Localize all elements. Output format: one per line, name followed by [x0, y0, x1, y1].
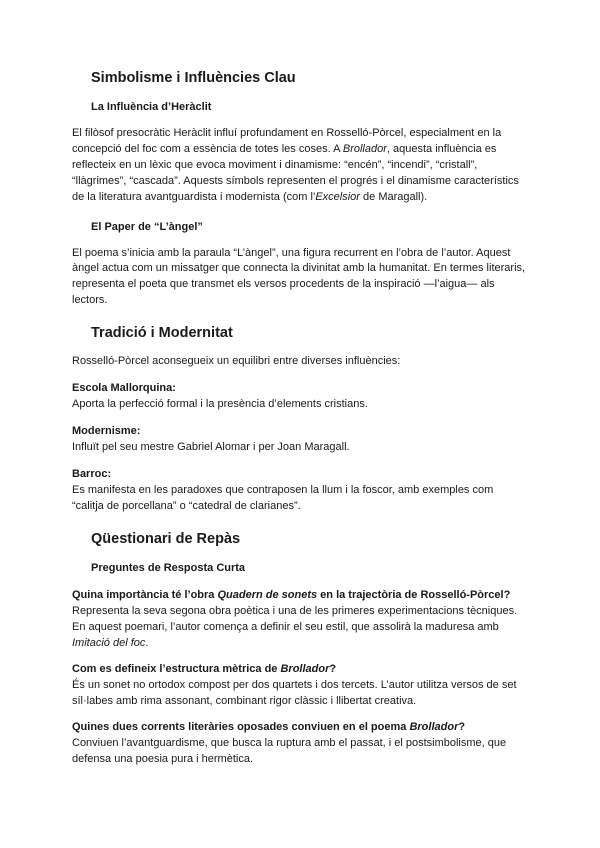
paragraph-text: de Maragall). [359, 190, 428, 203]
paragraph-angel: El poema s’inicia amb la paraula “L’àngel”, una figura recurrent en l’obra de l’autor. Aquest àngel actua com un missatger que connecta la divinitat amb la humanitat. En termes literaris, representa el poeta que transmet els versos procedents de la inspiració —l’aigua— als lectors. [72, 246, 526, 307]
subsection-title-angel: El Paper de “L’àngel” [91, 220, 203, 233]
influence-desc: Aporta la perfecció formal i la presència d’elements cristians. [72, 397, 368, 410]
subsection-title-preguntes: Preguntes de Resposta Curta [91, 562, 246, 575]
answer-part: Representa la seva segona obra poètica i una de les primeres experimentacions tècniques. En aquest poemari, l’autor comença a definir el seu estil, que assolirà la maduresa amb [72, 605, 518, 634]
work-title-brollador: Brollador [409, 720, 459, 733]
paragraph-heraclit [72, 126, 528, 206]
answer-text [72, 604, 528, 652]
question-part: Quines dues corrents literàries oposades conviuen en el poema [72, 720, 410, 733]
influence-item [72, 381, 528, 413]
answer-text: Conviuen l’avantguardisme, que busca la ruptura amb el passat, i el postsimbolisme, que defensa una poesia pura i hermètica. [72, 736, 507, 765]
section-title-questionari: Qüestionari de Repàs [91, 531, 241, 548]
question-item [72, 588, 528, 652]
paragraph-tradicio-intro: Rosselló-Pòrcel aconsegueix un equilibri entre diverses influències: [72, 355, 401, 368]
answer-part: . [145, 637, 149, 650]
work-title-brollador: Brollador [342, 142, 387, 155]
influence-desc: Influït pel seu mestre Gabriel Alomar i per Joan Maragall. [72, 440, 350, 453]
influence-term: Barroc: [72, 467, 112, 480]
influence-term: Escola Mallorquina: [72, 382, 176, 395]
influence-desc: Es manifesta en les paradoxes que contraposen la llum i la foscor, amb exemples com “calitja de porcellana” o “catedral de clarianes”. [72, 483, 494, 512]
influence-item [72, 424, 528, 456]
influence-term: Modernisme: [72, 424, 141, 437]
document-content [72, 68, 528, 767]
question-part: Quina importància té l’obra [72, 589, 218, 602]
paragraph-text: , aquesta influència es reflecteix en un lèxic que evoca moviment i dinamisme: “encén”, “incendi”, “cristall”, “llàgrimes”, “cascada”. Aquests símbols representen el progrés i el dinamisme característics de la literatura avantguardista i modernista (com l’ [72, 142, 519, 203]
work-title-quadern: Quadern de sonets [217, 589, 318, 602]
section-title-tradicio: Tradició i Modernitat [91, 325, 233, 342]
question-part: Com es defineix l’estructura mètrica de [72, 663, 281, 676]
question-part: en la trajectòria de Rosselló-Pòrcel? [317, 589, 511, 602]
question-item [72, 662, 528, 710]
question-text [72, 588, 528, 604]
answer-text: És un sonet no ortodox compost per dos quartets i dos tercets. L’autor utilitza versos de set síl·labes amb rima assonant, combinant rigor clàssic i llibertat creativa. [72, 678, 517, 707]
work-title-brollador: Brollador [280, 663, 330, 676]
question-text [72, 662, 528, 678]
question-text [72, 720, 528, 736]
question-item [72, 720, 528, 768]
question-part: ? [458, 720, 466, 733]
work-title-excelsior: Excelsior [315, 190, 360, 203]
section-title-simbolisme: Simbolisme i Influències Clau [91, 70, 296, 86]
influence-item [72, 467, 528, 515]
question-part: ? [329, 663, 337, 676]
subsection-title-heraclit: La Influència d’Heràclit [91, 101, 212, 113]
paragraph-text: El filòsof presocràtic Heràclit influí profundament en Rosselló-Pòrcel, especialment en la concepció del foc com a essència de totes les coses. A [72, 127, 502, 155]
work-title-imitacio: Imitació del foc [72, 637, 146, 650]
